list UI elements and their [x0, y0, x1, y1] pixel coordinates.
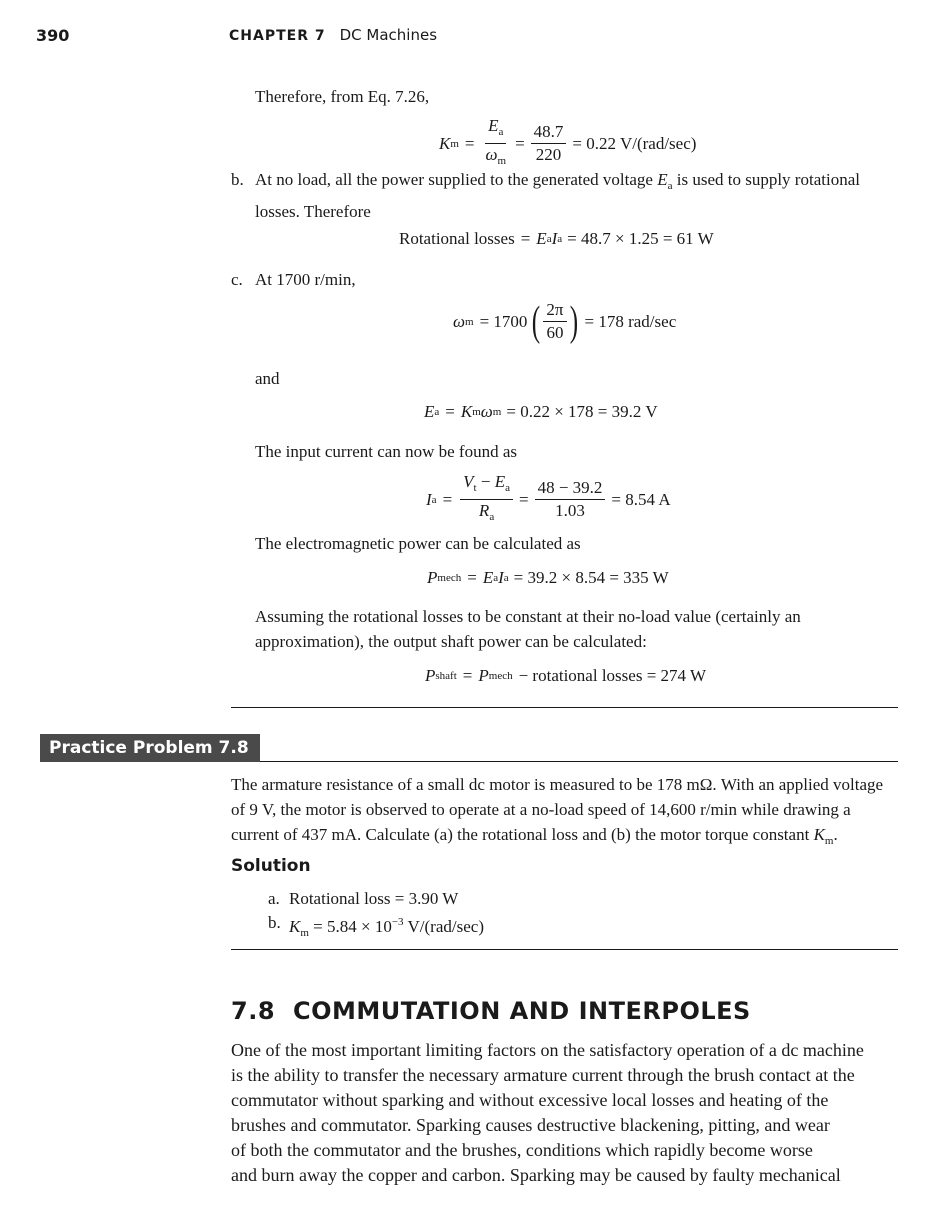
section-body [231, 1038, 898, 1188]
item-c-label: c. [231, 270, 243, 289]
item-c-text: At 1700 r/min, [255, 270, 356, 289]
em-power-text: The electromagnetic power can be calculated as [255, 534, 581, 553]
therefore-line: Therefore, from Eq. 7.26, [255, 87, 430, 106]
practice-text: The armature resistance of a small dc motor is measured to be 178 mΩ. With an applied voltage of 9 V, the motor is observed to operate at a no-load speed of 14,600 r/min while drawing a current of 437 mA. Calculate (a) the rotational loss and (b) the motor torque constant $K_m$. [231, 775, 884, 847]
equation-rotational-losses: Rotational losses = E a I a = 48.7 × 1.25 = 61 W [399, 229, 714, 248]
km-lhs: K [439, 133, 451, 153]
running-header [229, 26, 437, 44]
practice-end-rule [231, 949, 898, 950]
body-line: brushes and commutator. Sparking causes destructive blackening, pitting, and wear [231, 1115, 830, 1135]
km-lhs-sub: m [450, 137, 459, 150]
section-number: 7.8 [231, 997, 276, 1025]
km-fraction-2: $\frac{48.7}{220}$ [531, 122, 567, 165]
body-line: of both the commutator and the brushes, conditions which rapidly become worse [231, 1140, 813, 1160]
body-line: commutator without sparking and without excessive local losses and heating of the [231, 1090, 829, 1110]
body-line: and burn away the copper and carbon. Sparking may be caused by faulty mechanical [231, 1165, 841, 1185]
equation-pmech: P mech = E a I a = 39.2 × 8.54 = 335 W [427, 568, 669, 587]
answer-a-label: a. [268, 889, 280, 908]
km-result: = 0.22 V/(rad/sec) [572, 133, 697, 153]
and-text: and [255, 369, 280, 388]
answer-b-label: b. [268, 913, 281, 932]
item-b-text: At no load, all the power supplied to the generated voltage $E_a$ is used to supply rotational losses. Therefore [255, 170, 860, 221]
answer-b: $K_m = 5.84 \times 10^{-3}$ V/(rad/sec) [289, 916, 484, 939]
practice-problem-badge: Practice Problem 7.8 [40, 734, 260, 762]
divider-rule [231, 707, 898, 708]
equation-pshaft: P shaft = P mech − rotational losses = 274 W [425, 666, 707, 685]
section-title: COMMUTATION AND INTERPOLES [293, 997, 751, 1025]
body-line: One of the most important limiting factors on the satisfactory operation of a dc machine [231, 1040, 864, 1060]
chapter-label: CHAPTER 7 [229, 28, 326, 44]
answer-a: Rotational loss = 3.90 W [289, 889, 459, 908]
solution-heading: Solution [231, 856, 311, 876]
chapter-title: DC Machines [339, 26, 438, 44]
equation-km: K m = $\frac{E_a}{\omega_m}$ = $\frac{48.7}{220}$ = 0.22 V/(rad/sec) [439, 116, 696, 171]
equation-ea: E a = K m ω m = 0.22 × 178 = 39.2 V [424, 402, 658, 421]
assumption-text: Assuming the rotational losses to be constant at their no-load value (certainly an approximation), the output shaft power can be calculated: [255, 607, 801, 651]
input-current-text: The input current can now be found as [255, 442, 517, 461]
section-heading [231, 997, 751, 1025]
km-fraction-1: $\frac{E_a}{\omega_m}$ [485, 116, 507, 167]
practice-rule [260, 761, 898, 762]
equation-ia: I a = $\frac{V_t - E_a}{R_a}$ = $\frac{48 - 39.2}{1.03}$ = 8.54 A [426, 472, 671, 523]
equation-omega: ω m = 1700 ( $\frac{2\pi}{60}$ ) = 178 rad/sec [453, 298, 677, 345]
body-line: is the ability to transfer the necessary armature current through the brush contact at the [231, 1065, 855, 1085]
page-number: 390 [36, 26, 70, 45]
item-b-label: b. [231, 170, 244, 189]
